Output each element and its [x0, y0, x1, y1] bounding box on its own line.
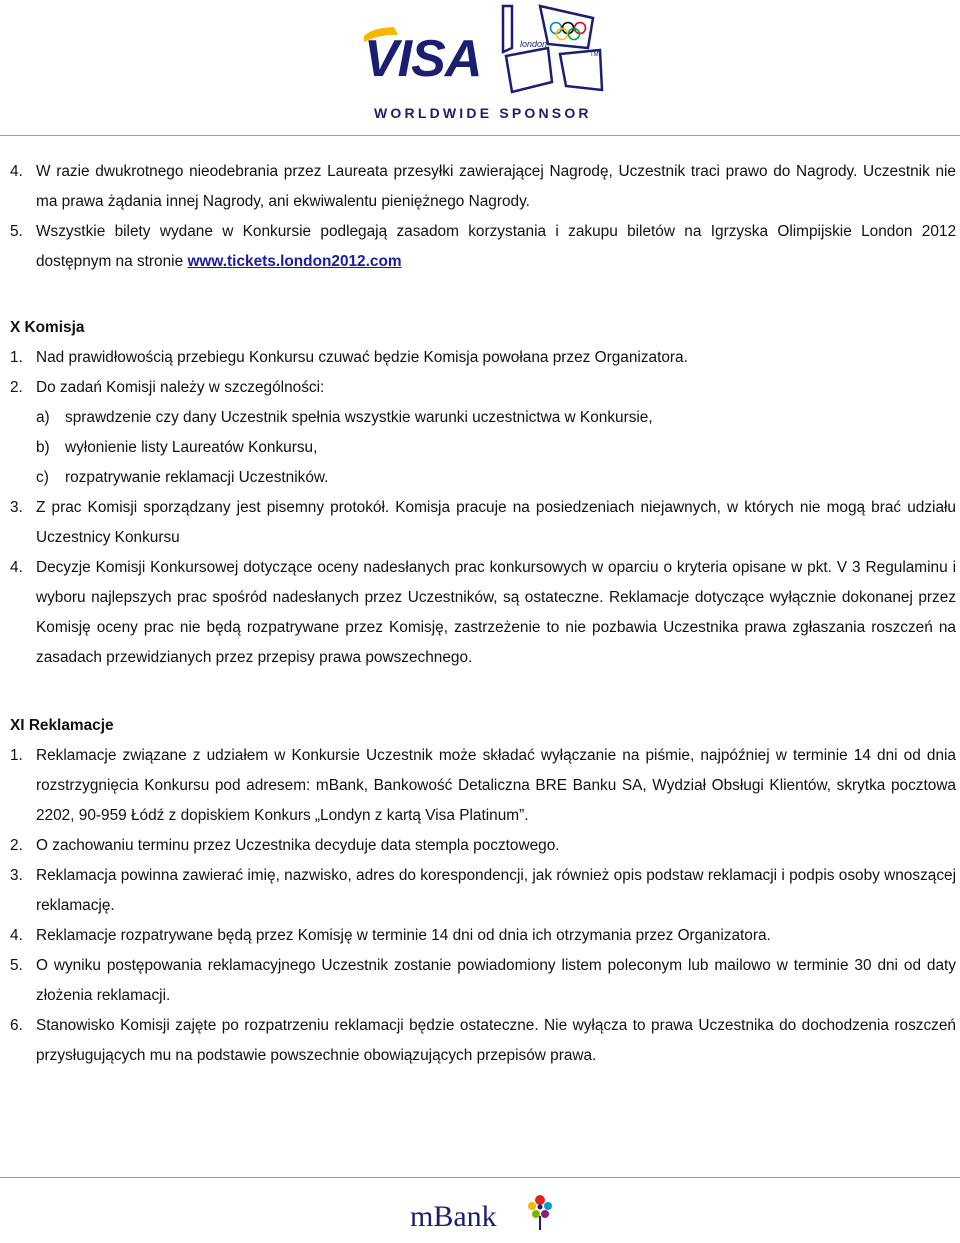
- item-text: Nad prawidłowością przebiegu Konkursu czuwać będzie Komisja powołana przez Organizatora.: [36, 349, 688, 366]
- footer-divider: [0, 1177, 960, 1178]
- mbank-logo-text: mBank: [410, 1200, 497, 1233]
- list-item: [10, 373, 956, 403]
- item-letter: c): [36, 469, 49, 486]
- london-2012-logo: [503, 6, 602, 92]
- london-logo-text: london: [520, 39, 548, 49]
- item-number: 4.: [10, 927, 23, 944]
- tickets-link[interactable]: www.tickets.london2012.com: [187, 253, 402, 270]
- item-text: Reklamacje rozpatrywane będą przez Komisję w terminie 14 dni od dnia ich otrzymania przez Organizatora.: [36, 927, 771, 944]
- section-heading-komisja: X Komisja: [10, 319, 85, 336]
- item-number: 6.: [10, 1017, 23, 1034]
- list-item: [10, 921, 956, 951]
- item-number: 5.: [10, 957, 23, 974]
- item-letter: b): [36, 439, 50, 456]
- sub-list-item: [10, 403, 956, 433]
- header-divider: [0, 135, 960, 136]
- worldwide-sponsor-text: WORLDWIDE SPONSOR: [374, 105, 592, 121]
- item-number: 4.: [10, 163, 23, 180]
- visa-logo-text: VISA: [364, 30, 482, 88]
- item-text: sprawdzenie czy dany Uczestnik spełnia wszystkie warunki uczestnictwa w Konkursie,: [65, 409, 653, 426]
- visa-logo: [364, 27, 481, 88]
- item-text: O wyniku postępowania reklamacyjnego Uczestnik zostanie powiadomiony listem poleconym lub mailowo w terminie 30 dni od daty złożenia reklamacji.: [36, 957, 956, 1004]
- list-item: [10, 217, 956, 277]
- item-text: W razie dwukrotnego nieodebrania przez Laureata przesyłki zawierającej Nagrodę, Uczestnik traci prawo do Nagrody. Uczestnik nie ma prawa żądania innej Nagrody, ani ekwiwalentu pieniężnego Nagrody.: [36, 163, 956, 210]
- trademark-text: TM: [590, 52, 599, 58]
- sub-list-item: [10, 463, 956, 493]
- item-number: 1.: [10, 349, 23, 366]
- list-item: [10, 861, 956, 921]
- item-text: wyłonienie listy Laureatów Konkursu,: [65, 439, 318, 456]
- mbank-logo: [400, 1186, 570, 1238]
- item-text: O zachowaniu terminu przez Uczestnika decyduje data stempla pocztowego.: [36, 837, 560, 854]
- list-item: [10, 951, 956, 1011]
- page-header: [0, 0, 960, 128]
- item-text: Reklamacje związane z udziałem w Konkursie Uczestnik może składać wyłączanie na piśmie, najpóźniej w terminie 14 dni od dnia rozstrzygnięcia Konkursu pod adresem: mBank, Bankowość Detaliczna BRE Banku SA, Wydział Obsługi Klientów, skrytka pocztowa 2202, 90-959 Łódź z dopiskiem Konkurs „Londyn z kartą Visa Platinum”.: [36, 747, 956, 824]
- list-item: [10, 741, 956, 831]
- item-text: Decyzje Komisji Konkursowej dotyczące oceny nadesłanych prac konkursowych w oparciu o kryteria opisane w pkt. V 3 Regulaminu i wyboru najlepszych prac spośród nadesłanych przez Uczestników, są ostateczne. Reklamacje dotyczące wyłącznie dokonanej przez Komisję oceny prac nie będą rozpatrywane przez Komisję, zastrzeżenie to nie pozbawia Uczestnika prawa zgłaszania roszczeń na zasadach przewidzianych przez przepisy prawa powszechnego.: [36, 559, 956, 666]
- sub-list-item: [10, 433, 956, 463]
- item-number: 2.: [10, 837, 23, 854]
- item-number: 4.: [10, 559, 23, 576]
- sponsor-logo: [0, 0, 960, 128]
- list-item: [10, 553, 956, 673]
- item-number: 1.: [10, 747, 23, 764]
- item-text: Z prac Komisji sporządzany jest pisemny protokół. Komisja pracuje na posiedzeniach niejawnych, w których nie mogą brać udziału Uczestnicy Konkursu: [36, 499, 956, 546]
- item-text: rozpatrywanie reklamacji Uczestników.: [65, 469, 329, 486]
- item-letter: a): [36, 409, 50, 426]
- item-number: 3.: [10, 867, 23, 884]
- olympic-rings-icon: [551, 23, 586, 40]
- item-text: Do zadań Komisji należy w szczególności:: [36, 379, 325, 396]
- page-footer: [400, 1186, 570, 1238]
- document-body: [10, 157, 956, 1071]
- list-item: [10, 1011, 956, 1071]
- list-item: [10, 493, 956, 553]
- item-text: Reklamacja powinna zawierać imię, nazwisko, adres do korespondencji, jak również opis podstaw reklamacji i podpis osoby wnoszącej reklamację.: [36, 867, 956, 914]
- list-item: [10, 831, 956, 861]
- section-heading-reklamacje: XI Reklamacje: [10, 717, 114, 734]
- item-text: Stanowisko Komisji zajęte po rozpatrzeniu reklamacji będzie ostateczne. Nie wyłącza to prawa Uczestnika do dochodzenia roszczeń przysługujących mu na podstawie powszechnie obowiązujących przepisów prawa.: [36, 1017, 956, 1064]
- spacer: [10, 673, 956, 711]
- item-text: Wszystkie bilety wydane w Konkursie podlegają zasadom korzystania i zakupu biletów na Igrzyska Olimpijskie London 2012 dostępnym na stronie: [36, 223, 956, 270]
- item-number: 3.: [10, 499, 23, 516]
- spacer: [10, 277, 956, 313]
- flower-icon: [528, 1195, 552, 1230]
- list-item: [10, 343, 956, 373]
- item-number: 5.: [10, 223, 23, 240]
- list-item: [10, 157, 956, 217]
- item-number: 2.: [10, 379, 23, 396]
